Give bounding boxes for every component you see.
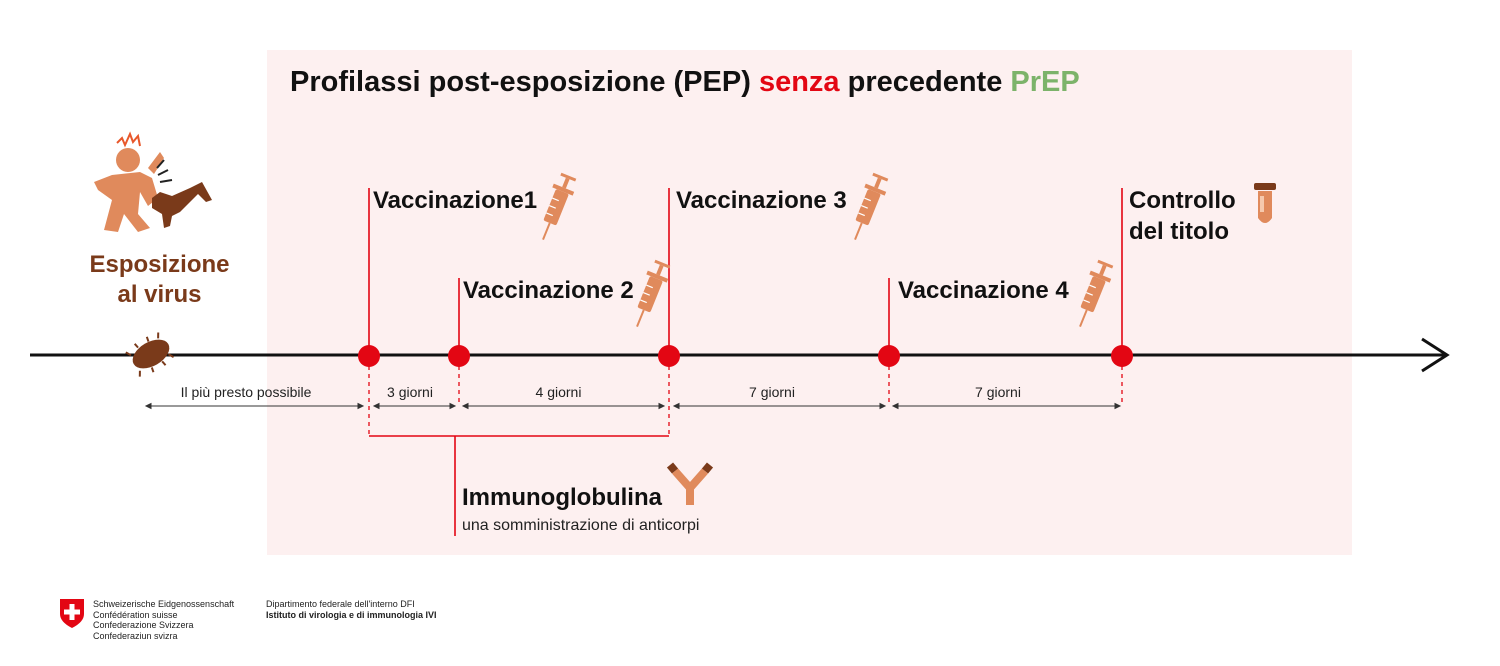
interval-7-days-b: 7 giorni	[975, 384, 1021, 400]
swiss-cross-icon	[60, 599, 84, 628]
title-part-precedente: precedente	[839, 66, 1011, 98]
dot-v4	[878, 345, 900, 367]
test-tube-icon	[1254, 183, 1276, 223]
interval-asap: Il più presto possibile	[180, 384, 312, 400]
interval-4-days: 4 giorni	[535, 384, 582, 400]
dot-v3	[658, 345, 680, 367]
label-titer-check	[1129, 185, 1236, 247]
interval-7-days-a: 7 giorni	[749, 384, 795, 400]
institute-name: Istituto di virologia e di immunologia IVI	[266, 610, 437, 620]
confederation-it: Confederazione Svizzera	[93, 620, 194, 630]
exposure-label	[82, 250, 237, 310]
swiss-confederation-text	[93, 599, 234, 641]
title-part-pep: Profilassi post-esposizione (PEP)	[290, 66, 759, 98]
dot-titer	[1111, 345, 1133, 367]
confederation-de: Schweizerische Eidgenossenschaft	[93, 599, 235, 609]
interval-arrows	[146, 404, 1120, 409]
confederation-rm: Confederaziun svizra	[93, 630, 178, 641]
syringe-icon	[533, 172, 579, 244]
syringe-icon	[845, 172, 891, 244]
exposure-line2: al virus	[117, 281, 202, 308]
person-dog-bite-icon	[94, 134, 212, 232]
dot-v1	[358, 345, 380, 367]
dashed-connectors	[369, 366, 1122, 436]
label-vaccination-2: Vaccinazione 2	[463, 277, 634, 304]
department-text	[266, 599, 437, 621]
confederation-fr: Confédération suisse	[93, 609, 178, 620]
dot-v2	[448, 345, 470, 367]
exposure-line1: Esposizione	[89, 251, 230, 278]
label-vaccination-4: Vaccinazione 4	[898, 277, 1069, 304]
pain-burst	[117, 134, 140, 146]
titer-line1: Controllo	[1129, 187, 1236, 214]
titer-line2: del titolo	[1129, 218, 1229, 245]
label-vaccination-3: Vaccinazione 3	[676, 187, 847, 214]
antibody-icon	[670, 465, 710, 505]
title-part-prep: PrEP	[1010, 66, 1080, 98]
label-vaccination-1: Vaccinazione1	[373, 187, 538, 214]
department-name: Dipartimento federale dell'interno DFI	[266, 599, 415, 609]
syringe-icon	[1070, 259, 1116, 331]
immunoglobulin-title: Immunoglobulina	[462, 484, 662, 511]
interval-3-days: 3 giorni	[387, 384, 433, 400]
immunoglobulin-subtitle: una somministrazione di anticorpi	[462, 517, 700, 534]
title-part-senza: senza	[758, 66, 840, 98]
